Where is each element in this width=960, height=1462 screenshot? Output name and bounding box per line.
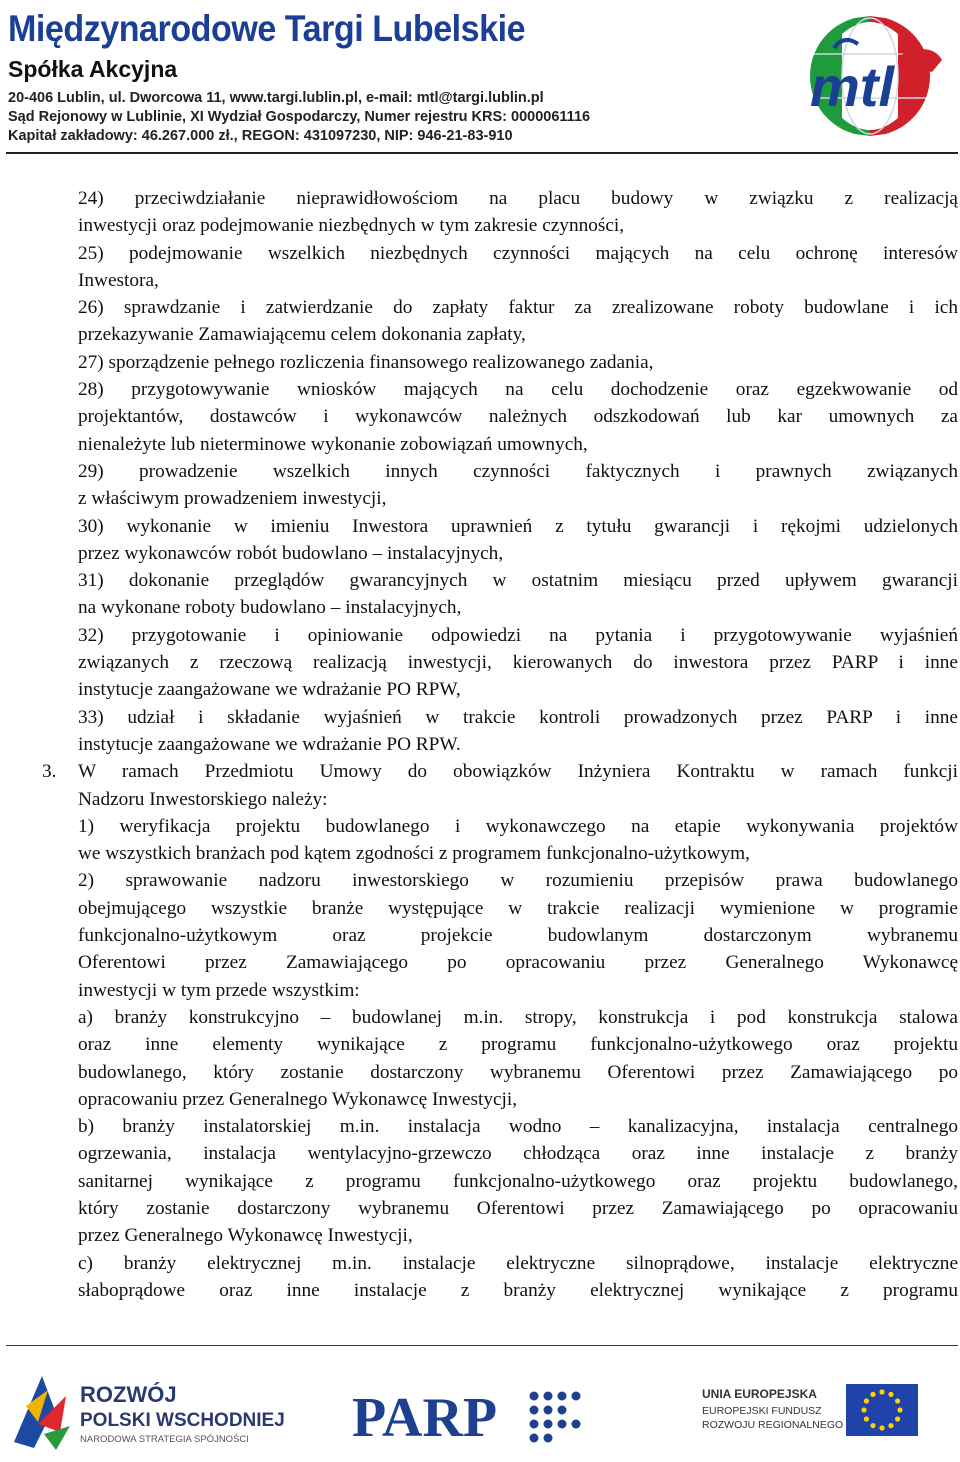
company-registry: Sąd Rejonowy w Lublinie, XI Wydział Gospodarczy, Numer rejestru KRS: 0000061116 xyxy=(8,109,591,125)
mtl-logo-text: mtl xyxy=(810,55,894,118)
text-line: z właściwym prowadzeniem inwestycji, xyxy=(78,488,387,510)
company-name: Międzynarodowe Targi Lubelskie xyxy=(8,8,526,49)
text-line: nienależyte lub nieterminowe wykonanie zobowiązań umownych, xyxy=(78,433,588,455)
company-capital: Kapitał zakładowy: 46.267.000 zł., REGON: 431097230, NIP: 946-21-83-910 xyxy=(8,128,513,144)
text-line: b) branży instalatorskiej m.in. instalacja wodno – kanalizacyjna, instalacja centralnego xyxy=(78,1116,958,1138)
text-line: 26) sprawdzanie i zatwierdzanie do zapłaty faktur za zrealizowane roboty budowlane i ich xyxy=(78,297,958,319)
ue-line1: UNIA EUROPEJSKA xyxy=(702,1387,817,1401)
text-line: przekazywanie Zamawiającemu celem dokonania zapłaty, xyxy=(78,324,526,346)
eu-erdf-logo xyxy=(698,1376,920,1446)
text-line: instytucje zaangażowane we wdrażanie PO RPW. xyxy=(78,733,461,755)
rozwoj-line2: POLSKI WSCHODNIEJ xyxy=(80,1410,285,1431)
text-line: 24) przeciwdziałanie nieprawidłowościom na placu budowy w związku z realizacją xyxy=(78,188,958,209)
text-line: 31) dokonanie przeglądów gwarancyjnych w ostatnim miesiącu przed upływem gwarancji xyxy=(78,570,958,592)
company-address: 20-406 Lublin, ul. Dworcowa 11, www.targi.lublin.pl, e-mail: mtl@targi.lublin.pl xyxy=(8,90,544,106)
text-line: 1) weryfikacja projektu budowlanego i wykonawczego na etapie wykonywania projektów xyxy=(78,815,958,837)
text-line: c) branży elektrycznej m.in. instalacje elektryczne silnoprądowe, instalacje elektryczne xyxy=(78,1252,958,1274)
text-line: projektantów, dostawców i wykonawców należnych odszkodowań lub kar umownych za xyxy=(78,406,958,428)
text-line: ogrzewania, instalacja wentylacyjno-grzewczo chłodząca oraz inne instalacje z branży xyxy=(78,1143,958,1165)
text-line: związanych z rzeczową realizacją inwestycji, kierowanych do inwestora przez PARP i inne xyxy=(78,652,958,674)
text-line: 28) przygotowywanie wniosków mających na celu dochodzenie oraz egzekwowanie od xyxy=(78,379,958,401)
letterhead xyxy=(0,0,960,160)
text-line: obejmującego wszystkie branże występujące w trakcie realizacji wymienione w programie xyxy=(78,897,958,919)
rozwoj-line1: ROZWÓJ xyxy=(80,1382,177,1407)
text-line: we wszystkich branżach pod kątem zgodności z programem funkcjonalno-użytkowym, xyxy=(78,843,750,865)
text-line: a) branży konstrukcyjno – budowlanej m.in. stropy, konstrukcja i pod konstrukcja stalowa xyxy=(78,1006,958,1028)
ue-line2: EUROPEJSKI FUNDUSZ xyxy=(702,1405,822,1417)
text-line: W ramach Przedmiotu Umowy do obowiązków Inżyniera Kontraktu w ramach funkcji xyxy=(78,761,958,783)
document-body xyxy=(42,185,958,1304)
section-number: 3. xyxy=(42,761,57,783)
text-line: inwestycji w tym przede wszystkim: xyxy=(78,979,360,1001)
parp-text: PARP xyxy=(352,1387,498,1449)
ue-line3: ROZWOJU REGIONALNEGO xyxy=(702,1419,844,1431)
text-line: który zostanie dostarczony wybranemu Oferentowi przez Zamawiającego po opracowaniu xyxy=(78,1197,958,1219)
text-line: 25) podejmowanie wszelkich niezbędnych czynności mających na celu ochronę interesów xyxy=(78,242,958,264)
text-line: 27) sporządzenie pełnego rozliczenia finansowego realizowanego zadania, xyxy=(78,351,654,373)
text-line: 29) prowadzenie wszelkich innych czynności faktycznych i prawnych związanych xyxy=(78,460,958,482)
text-line: na wykonane roboty budowlano – instalacyjnych, xyxy=(78,597,462,619)
company-legal-form: Spółka Akcyjna xyxy=(8,56,178,82)
parp-logo xyxy=(352,1378,582,1450)
text-line: budowlanego, który zostanie dostarczony wybranemu Oferentowi przez Zamawiającego po xyxy=(78,1061,958,1083)
mtl-logo xyxy=(782,14,958,138)
text-line: słaboprądowe oraz inne instalacje z branży elektrycznej wynikające z programu xyxy=(78,1279,958,1301)
section-heading-line xyxy=(42,758,958,785)
footer-divider xyxy=(6,1345,958,1346)
text-line: przez Generalnego Wykonawcę Inwestycji, xyxy=(78,1225,413,1247)
text-line: Inwestora, xyxy=(78,269,159,291)
text-line: 2) sprawowanie nadzoru inwestorskiego w rozumieniu przepisów prawa budowlanego xyxy=(78,870,958,892)
rozwoj-line3: NARODOWA STRATEGIA SPÓJNOŚCI xyxy=(80,1434,249,1445)
text-line: 32) przygotowanie i opiniowanie odpowiedzi na pytania i przygotowywanie wyjaśnień xyxy=(78,624,958,646)
header-divider xyxy=(6,152,958,154)
text-line: sanitarnej wynikające z programu funkcjonalno-użytkowego oraz projektu budowlanego, xyxy=(78,1170,958,1192)
text-line: instytucje zaangażowane we wdrażanie PO RPW, xyxy=(78,679,461,701)
funding-logos-footer xyxy=(0,1360,960,1460)
text-line: Nadzoru Inwestorskiego należy: xyxy=(78,788,328,810)
text-line: 33) udział i składanie wyjaśnień w trakcie kontroli prowadzonych przez PARP i inne xyxy=(78,706,958,728)
text-line: 30) wykonanie w imieniu Inwestora uprawnień z tytułu gwarancji i rękojmi udzielonych xyxy=(78,515,958,537)
text-line: opracowaniu przez Generalnego Wykonawcę Inwestycji, xyxy=(78,1088,518,1110)
text-line: funkcjonalno-użytkowym oraz projekcie budowlanym dostarczonym wybranemu xyxy=(78,925,958,947)
text-line: przez wykonawców robót budowlano – instalacyjnych, xyxy=(78,542,504,564)
rozwoj-polski-wschodniej-logo xyxy=(8,1372,298,1452)
text-line: oraz inne elementy wynikające z programu funkcjonalno-użytkowego oraz projektu xyxy=(78,1034,958,1056)
text-line: inwestycji oraz podejmowanie niezbędnych w tym zakresie czynności, xyxy=(78,215,625,237)
text-line: Oferentowi przez Zamawiającego po opracowaniu przez Generalnego Wykonawcę xyxy=(78,952,958,974)
